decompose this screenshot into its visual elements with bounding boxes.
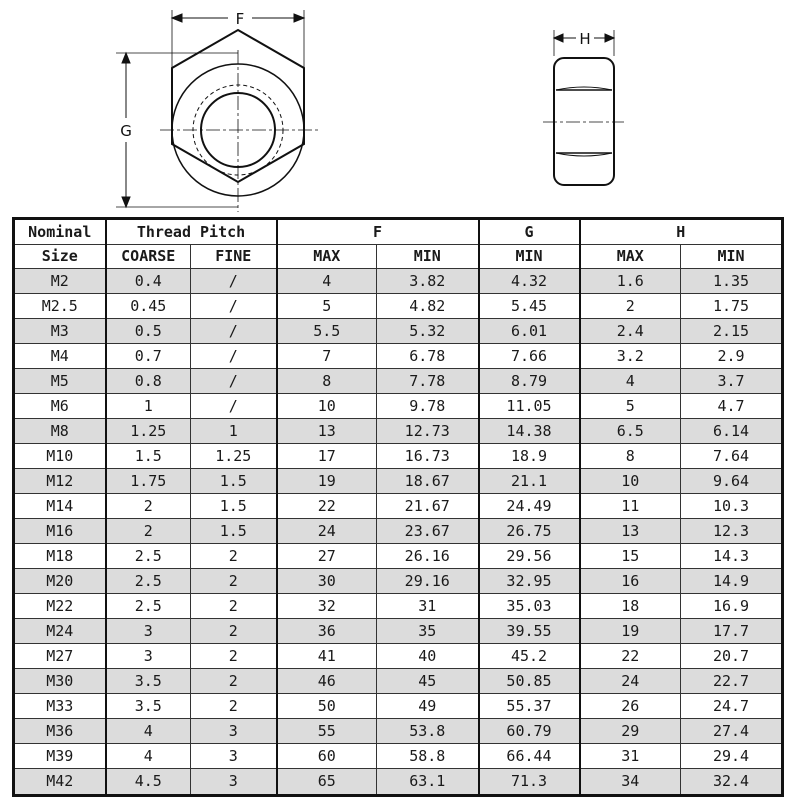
cell-h-min: 17.7 <box>681 619 783 644</box>
cell-g-min: 26.75 <box>479 519 580 544</box>
header-f-min: MIN <box>377 245 479 269</box>
cell-h-max: 19 <box>580 619 681 644</box>
cell-h-min: 14.3 <box>681 544 783 569</box>
cell-coarse: 1.75 <box>106 469 191 494</box>
cell-coarse: 1.5 <box>106 444 191 469</box>
cell-f-min: 45 <box>377 669 479 694</box>
header-g: G <box>479 219 580 245</box>
cell-f-min: 23.67 <box>377 519 479 544</box>
cell-fine: 2 <box>191 694 277 719</box>
cell-g-min: 60.79 <box>479 719 580 744</box>
cell-size: M36 <box>14 719 106 744</box>
cell-g-min: 18.9 <box>479 444 580 469</box>
cell-fine: / <box>191 344 277 369</box>
table-row <box>14 544 783 569</box>
dim-g-label: G <box>120 122 132 140</box>
table-row <box>14 569 783 594</box>
header-nominal: Nominal <box>14 219 106 245</box>
cell-coarse: 3 <box>106 619 191 644</box>
cell-f-min: 35 <box>377 619 479 644</box>
header-h-min: MIN <box>681 245 783 269</box>
cell-g-min: 6.01 <box>479 319 580 344</box>
cell-g-min: 11.05 <box>479 394 580 419</box>
cell-h-max: 5 <box>580 394 681 419</box>
cell-fine: 1.5 <box>191 494 277 519</box>
table-body <box>14 269 783 796</box>
table-row <box>14 294 783 319</box>
cell-h-max: 4 <box>580 369 681 394</box>
header-coarse: COARSE <box>106 245 191 269</box>
cell-g-min: 5.45 <box>479 294 580 319</box>
cell-coarse: 2.5 <box>106 594 191 619</box>
cell-fine: 2 <box>191 544 277 569</box>
cell-h-min: 12.3 <box>681 519 783 544</box>
cell-f-min: 29.16 <box>377 569 479 594</box>
cell-f-min: 16.73 <box>377 444 479 469</box>
cell-f-min: 58.8 <box>377 744 479 769</box>
cell-f-max: 17 <box>277 444 377 469</box>
cell-f-max: 13 <box>277 419 377 444</box>
header-f-max: MAX <box>277 245 377 269</box>
cell-h-max: 15 <box>580 544 681 569</box>
cell-g-min: 21.1 <box>479 469 580 494</box>
cell-h-min: 7.64 <box>681 444 783 469</box>
cell-f-max: 55 <box>277 719 377 744</box>
cell-coarse: 1.25 <box>106 419 191 444</box>
cell-f-min: 3.82 <box>377 269 479 294</box>
cell-size: M20 <box>14 569 106 594</box>
cell-g-min: 71.3 <box>479 769 580 796</box>
cell-g-min: 4.32 <box>479 269 580 294</box>
table-row <box>14 444 783 469</box>
table-row <box>14 494 783 519</box>
cell-h-min: 9.64 <box>681 469 783 494</box>
cell-size: M2 <box>14 269 106 294</box>
cell-fine: 1 <box>191 419 277 444</box>
table-row <box>14 619 783 644</box>
table-header <box>14 219 783 269</box>
header-fine: FINE <box>191 245 277 269</box>
cell-f-min: 31 <box>377 594 479 619</box>
table-row <box>14 319 783 344</box>
cell-h-min: 22.7 <box>681 669 783 694</box>
cell-coarse: 3.5 <box>106 669 191 694</box>
cell-g-min: 32.95 <box>479 569 580 594</box>
header-thread-pitch: Thread Pitch <box>106 219 277 245</box>
cell-h-max: 2 <box>580 294 681 319</box>
cell-coarse: 2.5 <box>106 569 191 594</box>
cell-f-min: 18.67 <box>377 469 479 494</box>
cell-coarse: 4 <box>106 719 191 744</box>
table-row <box>14 694 783 719</box>
table-row <box>14 419 783 444</box>
header-h: H <box>580 219 783 245</box>
cell-f-min: 4.82 <box>377 294 479 319</box>
cell-fine: 2 <box>191 619 277 644</box>
cell-fine: 2 <box>191 594 277 619</box>
cell-fine: 2 <box>191 669 277 694</box>
cell-size: M27 <box>14 644 106 669</box>
cell-h-max: 34 <box>580 769 681 796</box>
cell-f-min: 12.73 <box>377 419 479 444</box>
cell-h-min: 3.7 <box>681 369 783 394</box>
header-f: F <box>277 219 479 245</box>
cell-fine: 1.5 <box>191 469 277 494</box>
cell-f-max: 4 <box>277 269 377 294</box>
cell-f-max: 60 <box>277 744 377 769</box>
cell-size: M18 <box>14 544 106 569</box>
cell-size: M2.5 <box>14 294 106 319</box>
cell-h-max: 6.5 <box>580 419 681 444</box>
cell-g-min: 7.66 <box>479 344 580 369</box>
nut-side-view <box>543 30 624 185</box>
cell-h-max: 10 <box>580 469 681 494</box>
cell-coarse: 4.5 <box>106 769 191 796</box>
cell-coarse: 2 <box>106 494 191 519</box>
nut-spec-table <box>12 217 784 797</box>
cell-size: M22 <box>14 594 106 619</box>
cell-fine: 1.25 <box>191 444 277 469</box>
cell-size: M10 <box>14 444 106 469</box>
cell-f-min: 26.16 <box>377 544 479 569</box>
header-row-2 <box>14 245 783 269</box>
table-row <box>14 769 783 796</box>
cell-f-max: 24 <box>277 519 377 544</box>
cell-h-min: 2.9 <box>681 344 783 369</box>
cell-h-max: 1.6 <box>580 269 681 294</box>
cell-size: M39 <box>14 744 106 769</box>
cell-h-min: 27.4 <box>681 719 783 744</box>
cell-h-min: 32.4 <box>681 769 783 796</box>
nut-front-view <box>116 10 318 212</box>
cell-fine: 2 <box>191 644 277 669</box>
cell-size: M16 <box>14 519 106 544</box>
cell-fine: 3 <box>191 719 277 744</box>
header-row-1 <box>14 219 783 245</box>
table-row <box>14 719 783 744</box>
cell-size: M5 <box>14 369 106 394</box>
table-row <box>14 594 783 619</box>
cell-h-max: 11 <box>580 494 681 519</box>
cell-f-min: 53.8 <box>377 719 479 744</box>
cell-size: M12 <box>14 469 106 494</box>
cell-f-max: 32 <box>277 594 377 619</box>
cell-h-max: 22 <box>580 644 681 669</box>
cell-h-min: 24.7 <box>681 694 783 719</box>
side-outline <box>554 58 614 185</box>
cell-f-min: 6.78 <box>377 344 479 369</box>
cell-f-max: 5.5 <box>277 319 377 344</box>
cell-g-min: 14.38 <box>479 419 580 444</box>
table-row <box>14 269 783 294</box>
cell-h-max: 29 <box>580 719 681 744</box>
cell-fine: 1.5 <box>191 519 277 544</box>
cell-coarse: 0.5 <box>106 319 191 344</box>
cell-fine: / <box>191 369 277 394</box>
cell-h-min: 16.9 <box>681 594 783 619</box>
cell-h-max: 24 <box>580 669 681 694</box>
dim-h-label: H <box>579 30 591 48</box>
cell-coarse: 0.7 <box>106 344 191 369</box>
header-h-max: MAX <box>580 245 681 269</box>
cell-fine: / <box>191 319 277 344</box>
table-row <box>14 519 783 544</box>
cell-size: M24 <box>14 619 106 644</box>
cell-f-max: 8 <box>277 369 377 394</box>
cell-h-max: 31 <box>580 744 681 769</box>
cell-h-max: 26 <box>580 694 681 719</box>
cell-h-max: 2.4 <box>580 319 681 344</box>
cell-f-max: 10 <box>277 394 377 419</box>
cell-f-min: 40 <box>377 644 479 669</box>
cell-coarse: 2 <box>106 519 191 544</box>
cell-fine: 3 <box>191 769 277 796</box>
table-row <box>14 394 783 419</box>
cell-g-min: 29.56 <box>479 544 580 569</box>
cell-g-min: 50.85 <box>479 669 580 694</box>
cell-fine: / <box>191 394 277 419</box>
cell-f-max: 46 <box>277 669 377 694</box>
cell-f-max: 50 <box>277 694 377 719</box>
header-g-min: MIN <box>479 245 580 269</box>
table-row <box>14 469 783 494</box>
cell-h-min: 1.35 <box>681 269 783 294</box>
cell-fine: 2 <box>191 569 277 594</box>
cell-g-min: 45.2 <box>479 644 580 669</box>
cell-h-min: 14.9 <box>681 569 783 594</box>
cell-size: M42 <box>14 769 106 796</box>
cell-f-min: 49 <box>377 694 479 719</box>
cell-g-min: 66.44 <box>479 744 580 769</box>
cell-g-min: 39.55 <box>479 619 580 644</box>
cell-h-min: 6.14 <box>681 419 783 444</box>
table-row <box>14 344 783 369</box>
cell-f-min: 7.78 <box>377 369 479 394</box>
cell-h-max: 18 <box>580 594 681 619</box>
cell-h-min: 29.4 <box>681 744 783 769</box>
cell-coarse: 0.45 <box>106 294 191 319</box>
cell-f-min: 5.32 <box>377 319 479 344</box>
cell-coarse: 3 <box>106 644 191 669</box>
cell-f-max: 27 <box>277 544 377 569</box>
cell-h-min: 1.75 <box>681 294 783 319</box>
cell-f-max: 5 <box>277 294 377 319</box>
cell-h-min: 2.15 <box>681 319 783 344</box>
cell-f-min: 9.78 <box>377 394 479 419</box>
cell-h-min: 20.7 <box>681 644 783 669</box>
cell-f-min: 63.1 <box>377 769 479 796</box>
cell-size: M3 <box>14 319 106 344</box>
cell-size: M30 <box>14 669 106 694</box>
cell-g-min: 8.79 <box>479 369 580 394</box>
header-size: Size <box>14 245 106 269</box>
cell-size: M14 <box>14 494 106 519</box>
cell-coarse: 2.5 <box>106 544 191 569</box>
hex-nut-drawing <box>0 0 800 215</box>
cell-size: M33 <box>14 694 106 719</box>
cell-fine: 3 <box>191 744 277 769</box>
cell-f-max: 41 <box>277 644 377 669</box>
cell-g-min: 24.49 <box>479 494 580 519</box>
cell-f-max: 22 <box>277 494 377 519</box>
cell-g-min: 55.37 <box>479 694 580 719</box>
cell-f-max: 30 <box>277 569 377 594</box>
cell-h-max: 3.2 <box>580 344 681 369</box>
cell-h-max: 8 <box>580 444 681 469</box>
cell-fine: / <box>191 294 277 319</box>
cell-h-max: 16 <box>580 569 681 594</box>
cell-size: M8 <box>14 419 106 444</box>
table-row <box>14 669 783 694</box>
cell-f-max: 36 <box>277 619 377 644</box>
cell-size: M4 <box>14 344 106 369</box>
cell-f-max: 7 <box>277 344 377 369</box>
cell-coarse: 4 <box>106 744 191 769</box>
cell-h-min: 4.7 <box>681 394 783 419</box>
table-row <box>14 744 783 769</box>
cell-coarse: 3.5 <box>106 694 191 719</box>
cell-f-max: 19 <box>277 469 377 494</box>
cell-f-max: 65 <box>277 769 377 796</box>
cell-h-min: 10.3 <box>681 494 783 519</box>
cell-f-min: 21.67 <box>377 494 479 519</box>
cell-fine: / <box>191 269 277 294</box>
cell-size: M6 <box>14 394 106 419</box>
dim-f-label: F <box>235 10 245 28</box>
cell-coarse: 0.4 <box>106 269 191 294</box>
table-row <box>14 644 783 669</box>
cell-g-min: 35.03 <box>479 594 580 619</box>
table-row <box>14 369 783 394</box>
cell-h-max: 13 <box>580 519 681 544</box>
cell-coarse: 0.8 <box>106 369 191 394</box>
cell-coarse: 1 <box>106 394 191 419</box>
